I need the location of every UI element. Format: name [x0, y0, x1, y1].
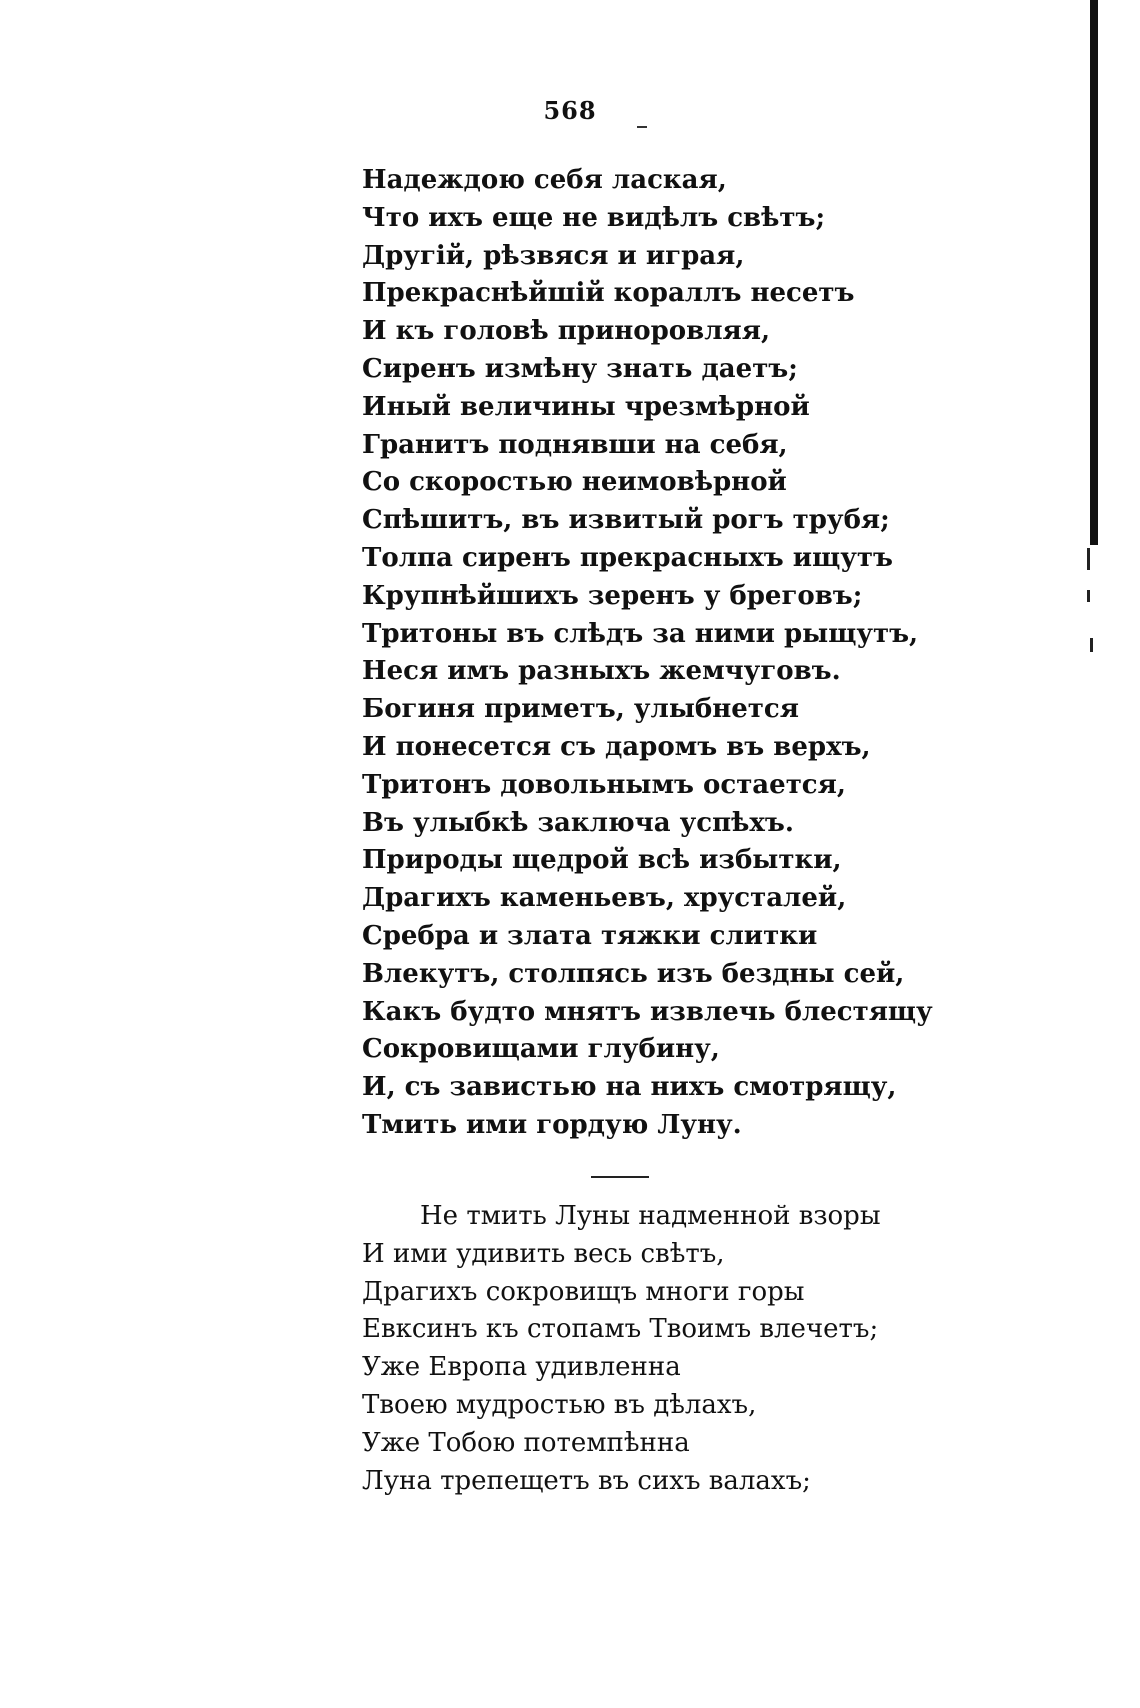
poem-line: Луна трепещетъ въ сихъ валахъ; [362, 1465, 811, 1496]
poem-line: Тритонъ довольнымъ остается, [362, 769, 846, 800]
poem-line: Со скоростью неимовѣрной [362, 467, 787, 498]
poem-line: Драгихъ каменьевъ, хрусталей, [362, 883, 847, 914]
scan-edge-shadow [1090, 0, 1098, 545]
poem-line: И понесется съ даромъ въ верхъ, [362, 731, 871, 762]
poem-line: Другій, рѣзвяся и играя, [362, 240, 745, 271]
poem-line: Евксинъ къ стопамъ Твоимъ влечетъ; [362, 1314, 879, 1345]
poem-line: Твоею мудростью въ дѣлахъ, [362, 1389, 757, 1420]
poem-line: Что ихъ еще не видѣлъ свѣтъ; [362, 202, 826, 233]
scan-edge-mark [1087, 590, 1090, 602]
poem-line: Богиня приметъ, улыбнется [362, 694, 799, 725]
poem-line: Толпа сиренъ прекрасныхъ ищутъ [362, 542, 893, 573]
poem-line: Уже Европа удивленна [362, 1352, 681, 1383]
poem-line: Сребра и злата тяжки слитки [362, 920, 818, 951]
scan-edge-mark [1087, 548, 1090, 570]
poem-line: Прекраснѣйшій кораллъ несетъ [362, 278, 855, 309]
poem-line: Сиренъ измѣну знать даетъ; [362, 353, 798, 384]
poem-line: Неся имъ разныхъ жемчуговъ. [362, 656, 841, 687]
poem-line: Спѣшитъ, въ извитый рогъ трубя; [362, 505, 890, 536]
poem-line: И ими удивить весь свѣтъ, [362, 1238, 725, 1269]
poem-line: Сокровищами глубину, [362, 1034, 720, 1065]
poem-line: И, съ завистью на нихъ смотрящу, [362, 1072, 897, 1103]
section-divider [591, 1176, 649, 1178]
poem-line: Природы щедрой всѣ избытки, [362, 845, 842, 876]
page-number: 568 [543, 96, 597, 125]
poem-line: Тмить ими гордую Луну. [362, 1109, 742, 1140]
poem-stanza-1 [362, 162, 933, 1145]
poem-line: Гранитъ поднявши на себя, [362, 429, 788, 460]
poem-line: Крупнѣйшихъ зеренъ у бреговъ; [362, 580, 863, 611]
page-number-underline [637, 126, 647, 128]
poem-line: Уже Тобою потемпѣнна [362, 1427, 690, 1458]
scan-edge-mark [1090, 638, 1093, 652]
poem-stanza-2 [362, 1198, 922, 1500]
poem-line: Въ улыбкѣ заключа успѣхъ. [362, 807, 794, 838]
poem-line: Надеждою себя лаская, [362, 165, 727, 195]
poem-line: Влекутъ, столпясь изъ бездны сей, [362, 958, 905, 989]
poem-line: Тритоны въ слѣдъ за ними рыщутъ, [362, 618, 919, 649]
poem-line: Не тмить Луны надменной взоры [420, 1201, 881, 1231]
poem-line: Какъ будто мнятъ извлечь блестящу [362, 996, 933, 1027]
poem-line: Драгихъ сокровищъ многи горы [362, 1276, 805, 1307]
poem-line: И къ головѣ приноровляя, [362, 316, 770, 347]
poem-line: Иный величины чрезмѣрной [362, 391, 810, 422]
